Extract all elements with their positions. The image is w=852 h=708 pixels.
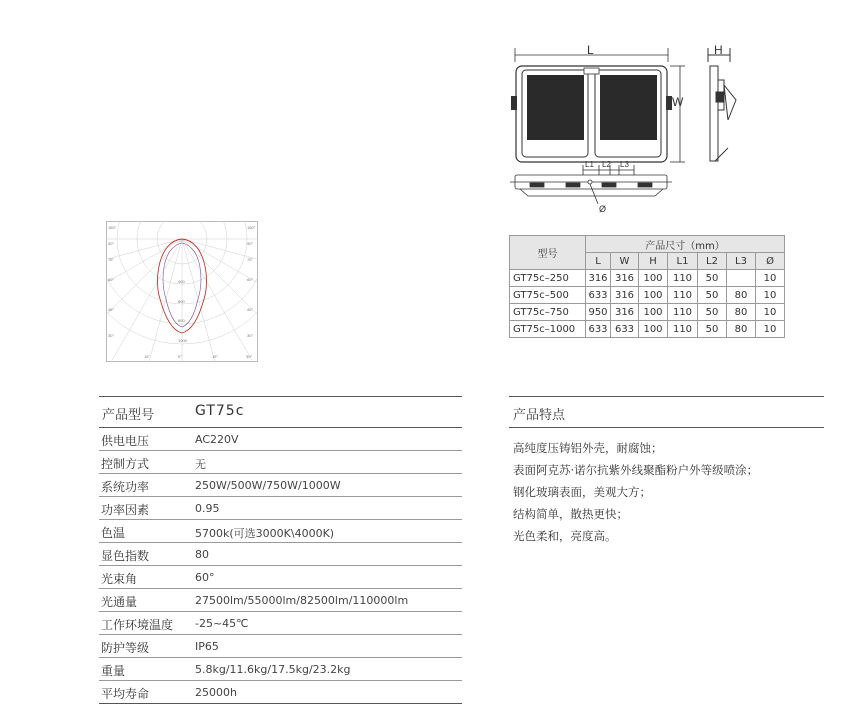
cell-l3 [727,270,756,287]
dimension-w [670,66,685,162]
polar-angle-label: 30° [247,333,254,338]
polar-angle-label: 75° [108,257,115,262]
cell-l2: 50 [698,321,727,338]
spec-value: 无 [195,458,206,471]
spec-key: 平均寿命 [101,687,150,701]
polar-angle-label: 0° [178,354,182,359]
spec-value: IP65 [195,640,219,653]
spec-row [99,589,462,612]
spec-key: 光通量 [101,595,138,609]
cell-w: 633 [611,321,639,338]
cell-l1: 110 [668,304,698,321]
polar-angle-label: 90° [247,241,254,246]
cell-l: 316 [586,270,611,287]
cell-model: GT75c–500 [510,287,586,304]
cell-phi: 10 [756,321,785,338]
col-h: H [639,253,668,270]
cell-phi: 10 [756,287,785,304]
spec-key: 功率因素 [101,503,150,517]
polar-value-label: 400 [178,279,185,284]
cell-l2: 50 [698,304,727,321]
col-l: L [586,253,611,270]
product-drawing [500,40,750,220]
cell-phi: 10 [756,270,785,287]
cell-model: GT75c–1000 [510,321,586,338]
spec-row [99,497,462,520]
features-header [509,396,824,428]
feature-item: 结构简单，散热更快； [513,507,628,521]
cell-l3: 80 [727,287,756,304]
polar-angle-label: 45° [247,307,254,312]
cell-model: GT75c–250 [510,270,586,287]
feature-item: 钢化玻璃表面，美观大方； [513,485,651,499]
cell-l2: 50 [698,270,727,287]
spec-header-key: 产品型号 [102,408,155,423]
spec-header-value: GT75c [195,403,245,419]
spec-value: 80 [195,548,209,561]
spec-key: 重量 [101,664,126,678]
spec-row [99,543,462,566]
spec-key: 控制方式 [101,457,150,471]
col-l3: L3 [727,253,756,270]
front-view [511,66,672,162]
side-view [708,48,736,161]
polar-angle-label: 180° [108,225,117,230]
table-row [510,321,785,338]
table-row [510,287,785,304]
cell-l1: 110 [668,270,698,287]
cell-l1: 110 [668,321,698,338]
label-phi: Ø [599,204,607,214]
polar-angle-label: 60° [108,277,115,282]
spec-key: 光束角 [101,572,138,586]
spec-row [99,658,462,681]
col-w: W [611,253,639,270]
features-list [513,437,758,547]
label-l1: L1 [585,160,594,169]
label-h: H [714,43,723,57]
spec-table [99,396,462,704]
spec-value: 27500lm/55000lm/82500lm/110000lm [195,594,409,607]
polar-angle-label: 150° [247,225,256,230]
model-header: 型号 [510,236,586,270]
feature-item: 光色柔和，亮度高。 [513,529,617,543]
polar-angle-label: 15° [144,354,151,359]
polar-value-label: 600 [178,299,185,304]
feature-item: 高纯度压铸铝外壳，耐腐蚀； [513,441,663,455]
cell-l3: 80 [727,304,756,321]
spec-key: 防护等级 [101,641,150,655]
spec-row [99,681,462,704]
polar-angle-label: 90° [108,241,115,246]
spec-value: 5700k(可选3000K\4000K) [195,527,335,540]
spec-row [99,612,462,635]
polar-angle-label: 30° [246,354,253,359]
spec-value: 60° [195,571,215,584]
col-l1: L1 [668,253,698,270]
bottom-view [510,165,672,204]
spec-value: 0.95 [195,502,220,515]
cell-l: 950 [586,304,611,321]
spec-row [99,520,462,543]
label-l: L [587,43,594,57]
polar-value-label: 1000 [178,338,187,343]
spec-row [99,428,462,451]
cell-h: 100 [639,270,668,287]
spec-key: 显色指数 [101,549,150,563]
spec-row [99,451,462,474]
spec-row [99,635,462,658]
polar-value-label: 800 [178,318,185,323]
label-w: W [672,95,684,109]
polar-angle-label: 45° [108,307,115,312]
cell-l3: 80 [727,321,756,338]
spec-value: 250W/500W/750W/1000W [195,479,341,492]
polar-angle-label: 15° [212,354,219,359]
col-l2: L2 [698,253,727,270]
spec-row [99,566,462,589]
cell-l1: 110 [668,287,698,304]
cell-l: 633 [586,321,611,338]
features-panel [509,396,824,543]
spec-value: AC220V [195,433,239,446]
spec-value: 5.8kg/11.6kg/17.5kg/23.2kg [195,663,351,676]
polar-angle-label: 60° [247,277,254,282]
spec-row [99,474,462,497]
spec-value: 25000h [195,686,237,699]
table-row [510,270,785,287]
spec-key: 色温 [101,526,126,540]
label-l3: L3 [620,160,629,169]
polar-angle-label: 75° [247,257,254,262]
spec-key: 工作环境温度 [101,618,174,632]
size-header: 产品尺寸（mm） [586,236,785,253]
cell-l2: 50 [698,287,727,304]
cell-phi: 10 [756,304,785,321]
cell-h: 100 [639,304,668,321]
dimension-table [509,235,785,338]
col-phi: Ø [756,253,785,270]
cell-w: 316 [611,270,639,287]
cell-model: GT75c–750 [510,304,586,321]
cell-h: 100 [639,321,668,338]
label-l2: L2 [602,160,611,169]
spec-value: -25~45℃ [195,617,249,630]
table-row [510,304,785,321]
spec-key: 供电电压 [101,434,150,448]
cell-l: 633 [586,287,611,304]
spec-header [99,396,462,428]
cell-w: 316 [611,287,639,304]
polar-angle-label: 30° [108,333,115,338]
polar-distribution-chart [106,221,258,362]
features-title: 产品特点 [513,408,566,423]
cell-w: 316 [611,304,639,321]
cell-h: 100 [639,287,668,304]
spec-key: 系统功率 [101,480,150,494]
feature-item: 表面阿克苏·诺尔抗紫外线聚酯粉户外等级喷涂； [513,463,759,477]
